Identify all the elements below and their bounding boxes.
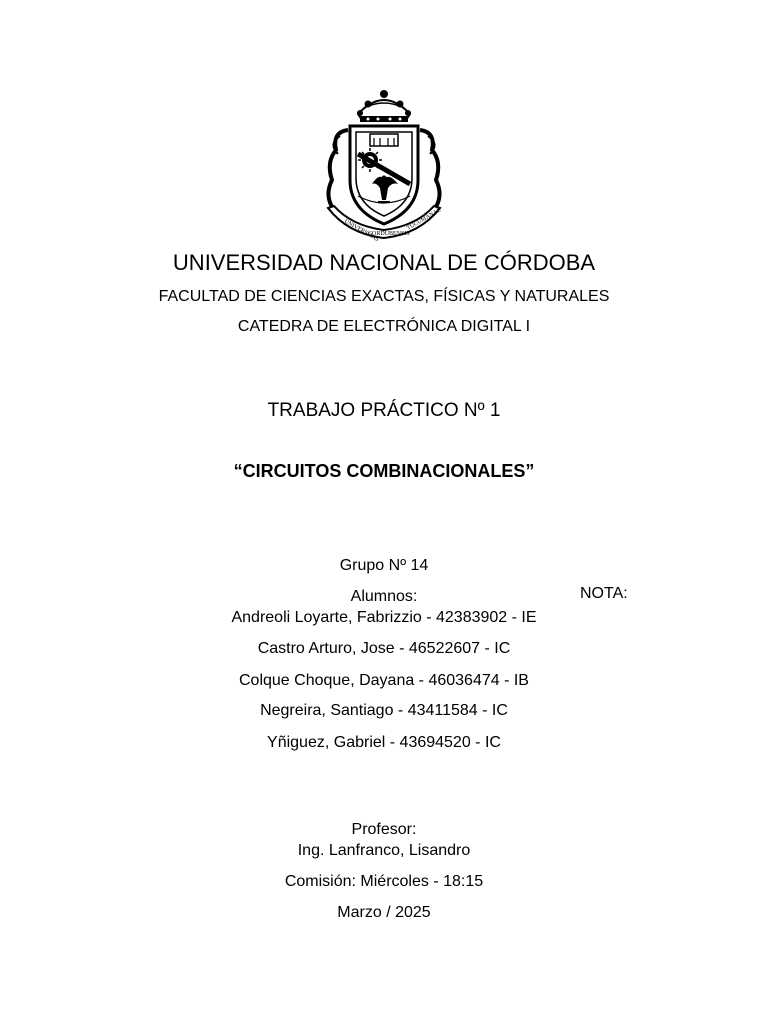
crest-motto-left: UNIVERSITAS	[343, 218, 380, 244]
university-name: UNIVERSIDAD NACIONAL DE CÓRDOBA	[172, 250, 596, 275]
student-item: Negreira, Santiago - 43411584 - IC	[260, 702, 508, 719]
student-item: Colque Choque, Dayana - 46036474 - IB	[239, 672, 529, 689]
university-crest-logo	[318, 84, 450, 244]
assignment-number: TRABAJO PRÁCTICO Nº 1	[267, 400, 501, 421]
chair-name: CATEDRA DE ELECTRÓNICA DIGITAL I	[237, 318, 531, 335]
assignment-title: “CIRCUITOS COMBINACIONALES”	[233, 461, 535, 481]
faculty-name: FACULTAD DE CIENCIAS EXACTAS, FÍSICAS Y NATURALES	[158, 288, 610, 305]
crest-motto-center: CORDUBENSIS	[368, 231, 410, 237]
student-item: Castro Arturo, Jose - 46522607 - IC	[257, 640, 511, 657]
professor-label: Profesor:	[351, 821, 417, 838]
shield-icon	[350, 126, 418, 224]
student-item: Andreoli Loyarte, Fabrizzio - 42383902 - IE	[231, 609, 537, 626]
group-number: Grupo Nº 14	[339, 557, 429, 574]
date: Marzo / 2025	[337, 904, 431, 921]
professor-name: Ing. Lanfranco, Lisandro	[297, 842, 471, 859]
students-label: Alumnos:	[350, 588, 418, 605]
student-item: Yñiguez, Gabriel - 43694520 - IC	[267, 734, 501, 751]
commission: Comisión: Miércoles - 18:15	[284, 873, 484, 890]
grade-label: NOTA:	[580, 585, 628, 602]
crest-motto-right: TUCUMANAE	[406, 207, 443, 232]
crown-icon	[357, 90, 411, 122]
